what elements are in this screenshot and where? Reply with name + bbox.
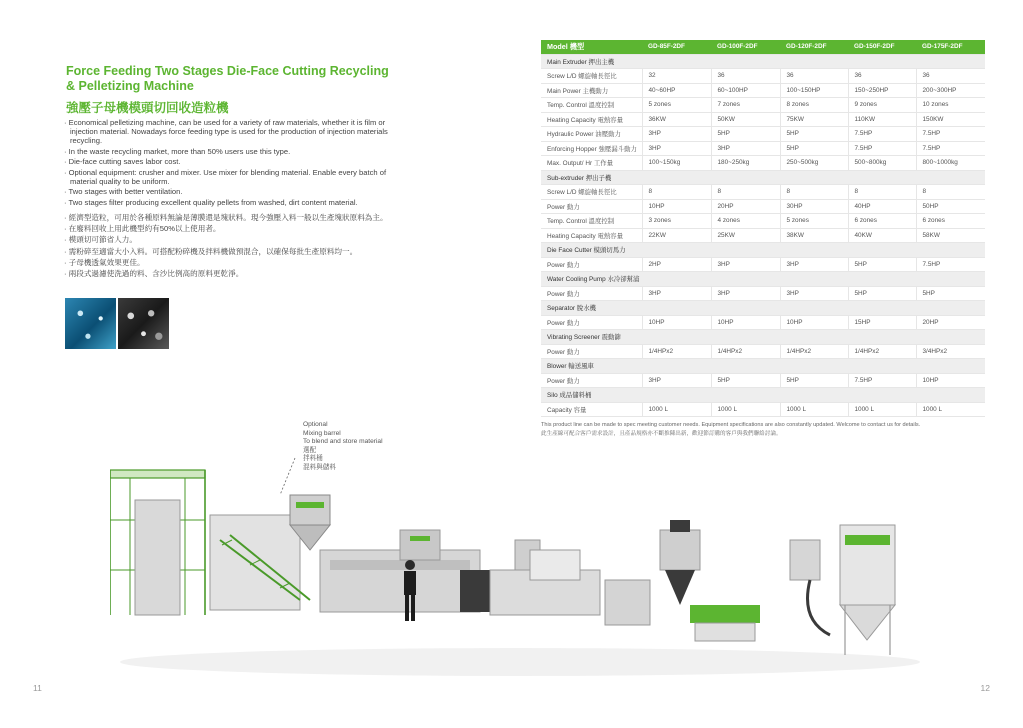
spec-row [541,286,985,301]
spec-value: 1/4HPx2 [642,344,711,359]
spec-value: 36KW [642,112,711,127]
spec-value: 38KW [780,228,848,243]
callout-line: To blend and store material [303,438,383,446]
header-cell: GD-100F-2DF [711,40,780,54]
spec-value: 10HP [780,315,848,330]
spec-row [541,127,985,142]
spec-value: 3 zones [642,214,711,229]
spec-label: Temp. Control 溫度控制 [541,214,642,229]
spec-value: 7.5HP [848,141,916,156]
spec-value: 150KW [916,112,985,127]
spec-value: 3HP [780,286,848,301]
spec-value: 5HP [848,286,916,301]
header-cell: GD-85F-2DF [642,40,711,54]
spec-label: Screw L/D 螺旋軸長徑比 [541,185,642,200]
spec-value: 20HP [711,199,780,214]
spec-value: 20HP [916,315,985,330]
floor-shadow [120,648,920,676]
spec-value: 5HP [780,141,848,156]
feature-zh: · 子母機透氣效果更佳。 [64,258,145,268]
spec-value: 10 zones [916,98,985,113]
spec-label: Power 動力 [541,344,642,359]
spec-value: 1000 L [642,402,711,417]
callout-line: 混料與儲料 [303,463,336,471]
spec-row [541,141,985,156]
spec-row [541,402,985,417]
spec-value: 1000 L [916,402,985,417]
spec-value: 200~300HP [916,83,985,98]
spec-value: 1/4HPx2 [711,344,780,359]
spec-section-row [541,330,985,345]
spec-value: 5 zones [642,98,711,113]
spec-value: 8 [916,185,985,200]
spec-section-row [541,301,985,316]
spec-value: 5HP [780,373,848,388]
spec-value: 9 zones [848,98,916,113]
spec-value: 1000 L [780,402,848,417]
header-cell: GD-120F-2DF [780,40,848,54]
spec-value: 60~100HP [711,83,780,98]
spec-value: 3HP [780,257,848,272]
spec-value: 10HP [642,315,711,330]
feature-zh: · 在廢料回收上用此機型約有50%以上使用者。 [64,223,221,233]
spec-value: 5HP [711,373,780,388]
spec-row [541,214,985,229]
spec-table-wrapper [541,40,985,417]
spec-value: 25KW [711,228,780,243]
pelletizing-machine-illustration [110,440,930,680]
spec-label: Power 動力 [541,315,642,330]
note-en: This product line can be made to spec meeting customer needs. Equipment specifications are also constantly updated. Welcome to contact us for details. [541,422,921,428]
header-cell: Model 機型 [541,40,642,54]
spec-row [541,156,985,171]
blue-pellets-photo [65,298,116,349]
spec-value: 3HP [711,141,780,156]
spec-value: 110KW [848,112,916,127]
spec-value: 3HP [642,127,711,142]
spec-value: 15HP [848,315,916,330]
page-title-en: Force Feeding Two Stages Die-Face Cutting Recycling & Pelletizing Machine [66,64,389,93]
spec-value: 1000 L [848,402,916,417]
feature-en: · Die-face cutting saves labor cost. [64,157,181,166]
spec-value: 3HP [642,141,711,156]
spec-value: 8 [711,185,780,200]
spec-label: Max. Output/ Hr 工作量 [541,156,642,171]
spec-value: 7.5HP [848,127,916,142]
spec-label: Power 動力 [541,286,642,301]
feature-en: · Two stages filter producing excellent quality pellets from washed, dirt content material. [64,197,358,207]
feature-zh: · 兩段式過濾使洗過的料、含沙比例高的原料更乾淨。 [64,269,244,279]
spec-value: 8 [642,185,711,200]
feature-list [64,118,404,278]
spec-value: 40KW [848,228,916,243]
spec-value: 32 [642,69,711,84]
feature-zh: · 需粉碎至適當大小入料。可搭配粉碎機及拌料機做預混合，以確保每批生產原料均一。 [64,246,358,256]
spec-value: 1/4HPx2 [780,344,848,359]
section-label: Separator 脫水機 [541,301,985,316]
spec-value: 36 [711,69,780,84]
spec-value: 150~250HP [848,83,916,98]
spec-section-row [541,54,985,69]
header-cell: GD-150F-2DF [848,40,916,54]
spec-value: 4 zones [711,214,780,229]
blower-and-silo [790,525,895,655]
section-label: Die Face Cutter 模頭切馬力 [541,243,985,258]
spec-row [541,344,985,359]
spec-value: 5HP [780,127,848,142]
spec-value: 3HP [711,286,780,301]
spec-label: Power 動力 [541,199,642,214]
spec-value: 58KW [916,228,985,243]
spec-value: 40HP [848,199,916,214]
spec-label: Main Power 主機動力 [541,83,642,98]
spec-table-header [541,40,985,54]
callout-line: 拌料桶 [303,455,323,463]
spec-value: 40~60HP [642,83,711,98]
spec-label: Power 動力 [541,373,642,388]
feeding-platform [110,470,310,615]
spec-note [541,421,991,439]
note-zh: 此生產線可配合客戶需求設計，且產品規格亦不斷推陳出新，歡迎節訂購的客戶與我們聯絡討論。 [541,431,782,437]
spec-value: 3/4HPx2 [916,344,985,359]
spec-value: 10HP [642,199,711,214]
spec-value: 36 [780,69,848,84]
spec-row [541,185,985,200]
spec-label: Enforcing Hopper 強壓漏斗動力 [541,141,642,156]
spec-value: 5HP [848,257,916,272]
callout-line: Optional [303,421,328,428]
spec-section-row [541,388,985,403]
spec-row [541,112,985,127]
spec-row [541,257,985,272]
spec-row [541,69,985,84]
callout-line: Mixing barrel [303,429,341,437]
spec-row [541,199,985,214]
spec-value: 7 zones [711,98,780,113]
spec-value: 5 zones [780,214,848,229]
spec-label: Screw L/D 螺旋軸長徑比 [541,69,642,84]
feature-en: · In the waste recycling market, more than 50% users use this type. [64,146,291,156]
spec-value: 3HP [642,286,711,301]
feature-zh: · 經濟型造粒，可用於各種原料無論是薄膜還是塊狀料。現今強壓入料一般以生產塊狀原料為主。 [64,212,388,222]
spec-value: 1/4HPx2 [848,344,916,359]
spec-value: 250~500kg [780,156,848,171]
spec-label: Heating Capacity 電熱容量 [541,112,642,127]
spec-row [541,373,985,388]
feature-en: · Optional equipment: crusher and mixer. Use mixer for blending material. Enable every batch of material quality to be uniform. [64,167,387,186]
spec-value: 50HP [916,199,985,214]
callout-leader-line [280,458,295,495]
spec-value: 100~150HP [780,83,848,98]
spec-value: 800~1000kg [916,156,985,171]
spec-value: 10HP [916,373,985,388]
spec-value: 6 zones [916,214,985,229]
section-label: Main Extruder 押出主機 [541,54,985,69]
spec-value: 7.5HP [848,373,916,388]
spec-section-row [541,170,985,185]
page-number-right: 12 [980,683,990,693]
spec-value: 500~800kg [848,156,916,171]
spec-value: 36 [916,69,985,84]
spec-value: 5HP [711,127,780,142]
spec-value: 3HP [711,257,780,272]
spec-value: 22KW [642,228,711,243]
section-label: Blower 輸送風車 [541,359,985,374]
spec-value: 7.5HP [916,127,985,142]
section-label: Water Cooling Pump 水冷卻幫浦 [541,272,985,287]
section-label: Sub-extruder 押出子機 [541,170,985,185]
sub-extruder [490,540,650,625]
section-label: Silo 成品儲料桶 [541,388,985,403]
feature-en: · Economical pelletizing machine, can be used for a variety of raw materials, whether it is film or injection material. Nowadays force feeding type is used for the production of injection materials recycling. [64,118,388,145]
spec-value: 8 zones [780,98,848,113]
spec-value: 6 zones [848,214,916,229]
feature-en: · Two stages with better ventilation. [64,187,183,196]
spec-value: 2HP [642,257,711,272]
spec-value: 30HP [780,199,848,214]
spec-value: 50KW [711,112,780,127]
spec-value: 100~150kg [642,156,711,171]
spec-value: 180~250kg [711,156,780,171]
spec-value: 1000 L [711,402,780,417]
spec-row [541,83,985,98]
spec-value: 3HP [642,373,711,388]
spec-value: 36 [848,69,916,84]
spec-label: Heating Capacity 電熱容量 [541,228,642,243]
spec-value: 7.5HP [916,257,985,272]
header-cell: GD-175F-2DF [916,40,985,54]
spec-table [541,40,985,417]
spec-section-row [541,243,985,258]
spec-row [541,315,985,330]
spec-label: Capacity 容量 [541,402,642,417]
spec-value: 7.5HP [916,141,985,156]
spec-label: Power 動力 [541,257,642,272]
spec-value: 8 [848,185,916,200]
spec-value: 75KW [780,112,848,127]
section-label: Vibrating Screener 震動篩 [541,330,985,345]
spec-row [541,228,985,243]
page-title-zh: 強壓子母機模頭切回收造粒機 [66,101,229,115]
spec-label: Temp. Control 溫度控制 [541,98,642,113]
spec-table-body [541,54,985,417]
spec-value: 8 [780,185,848,200]
grey-pellets-photo [118,298,169,349]
spec-section-row [541,272,985,287]
spec-value: 5HP [916,286,985,301]
spec-label: Hydraulic Power 油壓動力 [541,127,642,142]
spec-section-row [541,359,985,374]
feature-zh: · 模頭切可節省人力。 [64,235,137,245]
callout-line: 選配 [303,446,317,454]
page-number-left: 11 [33,683,42,693]
spec-row [541,98,985,113]
spec-value: 10HP [711,315,780,330]
separator-and-screener [660,520,760,641]
